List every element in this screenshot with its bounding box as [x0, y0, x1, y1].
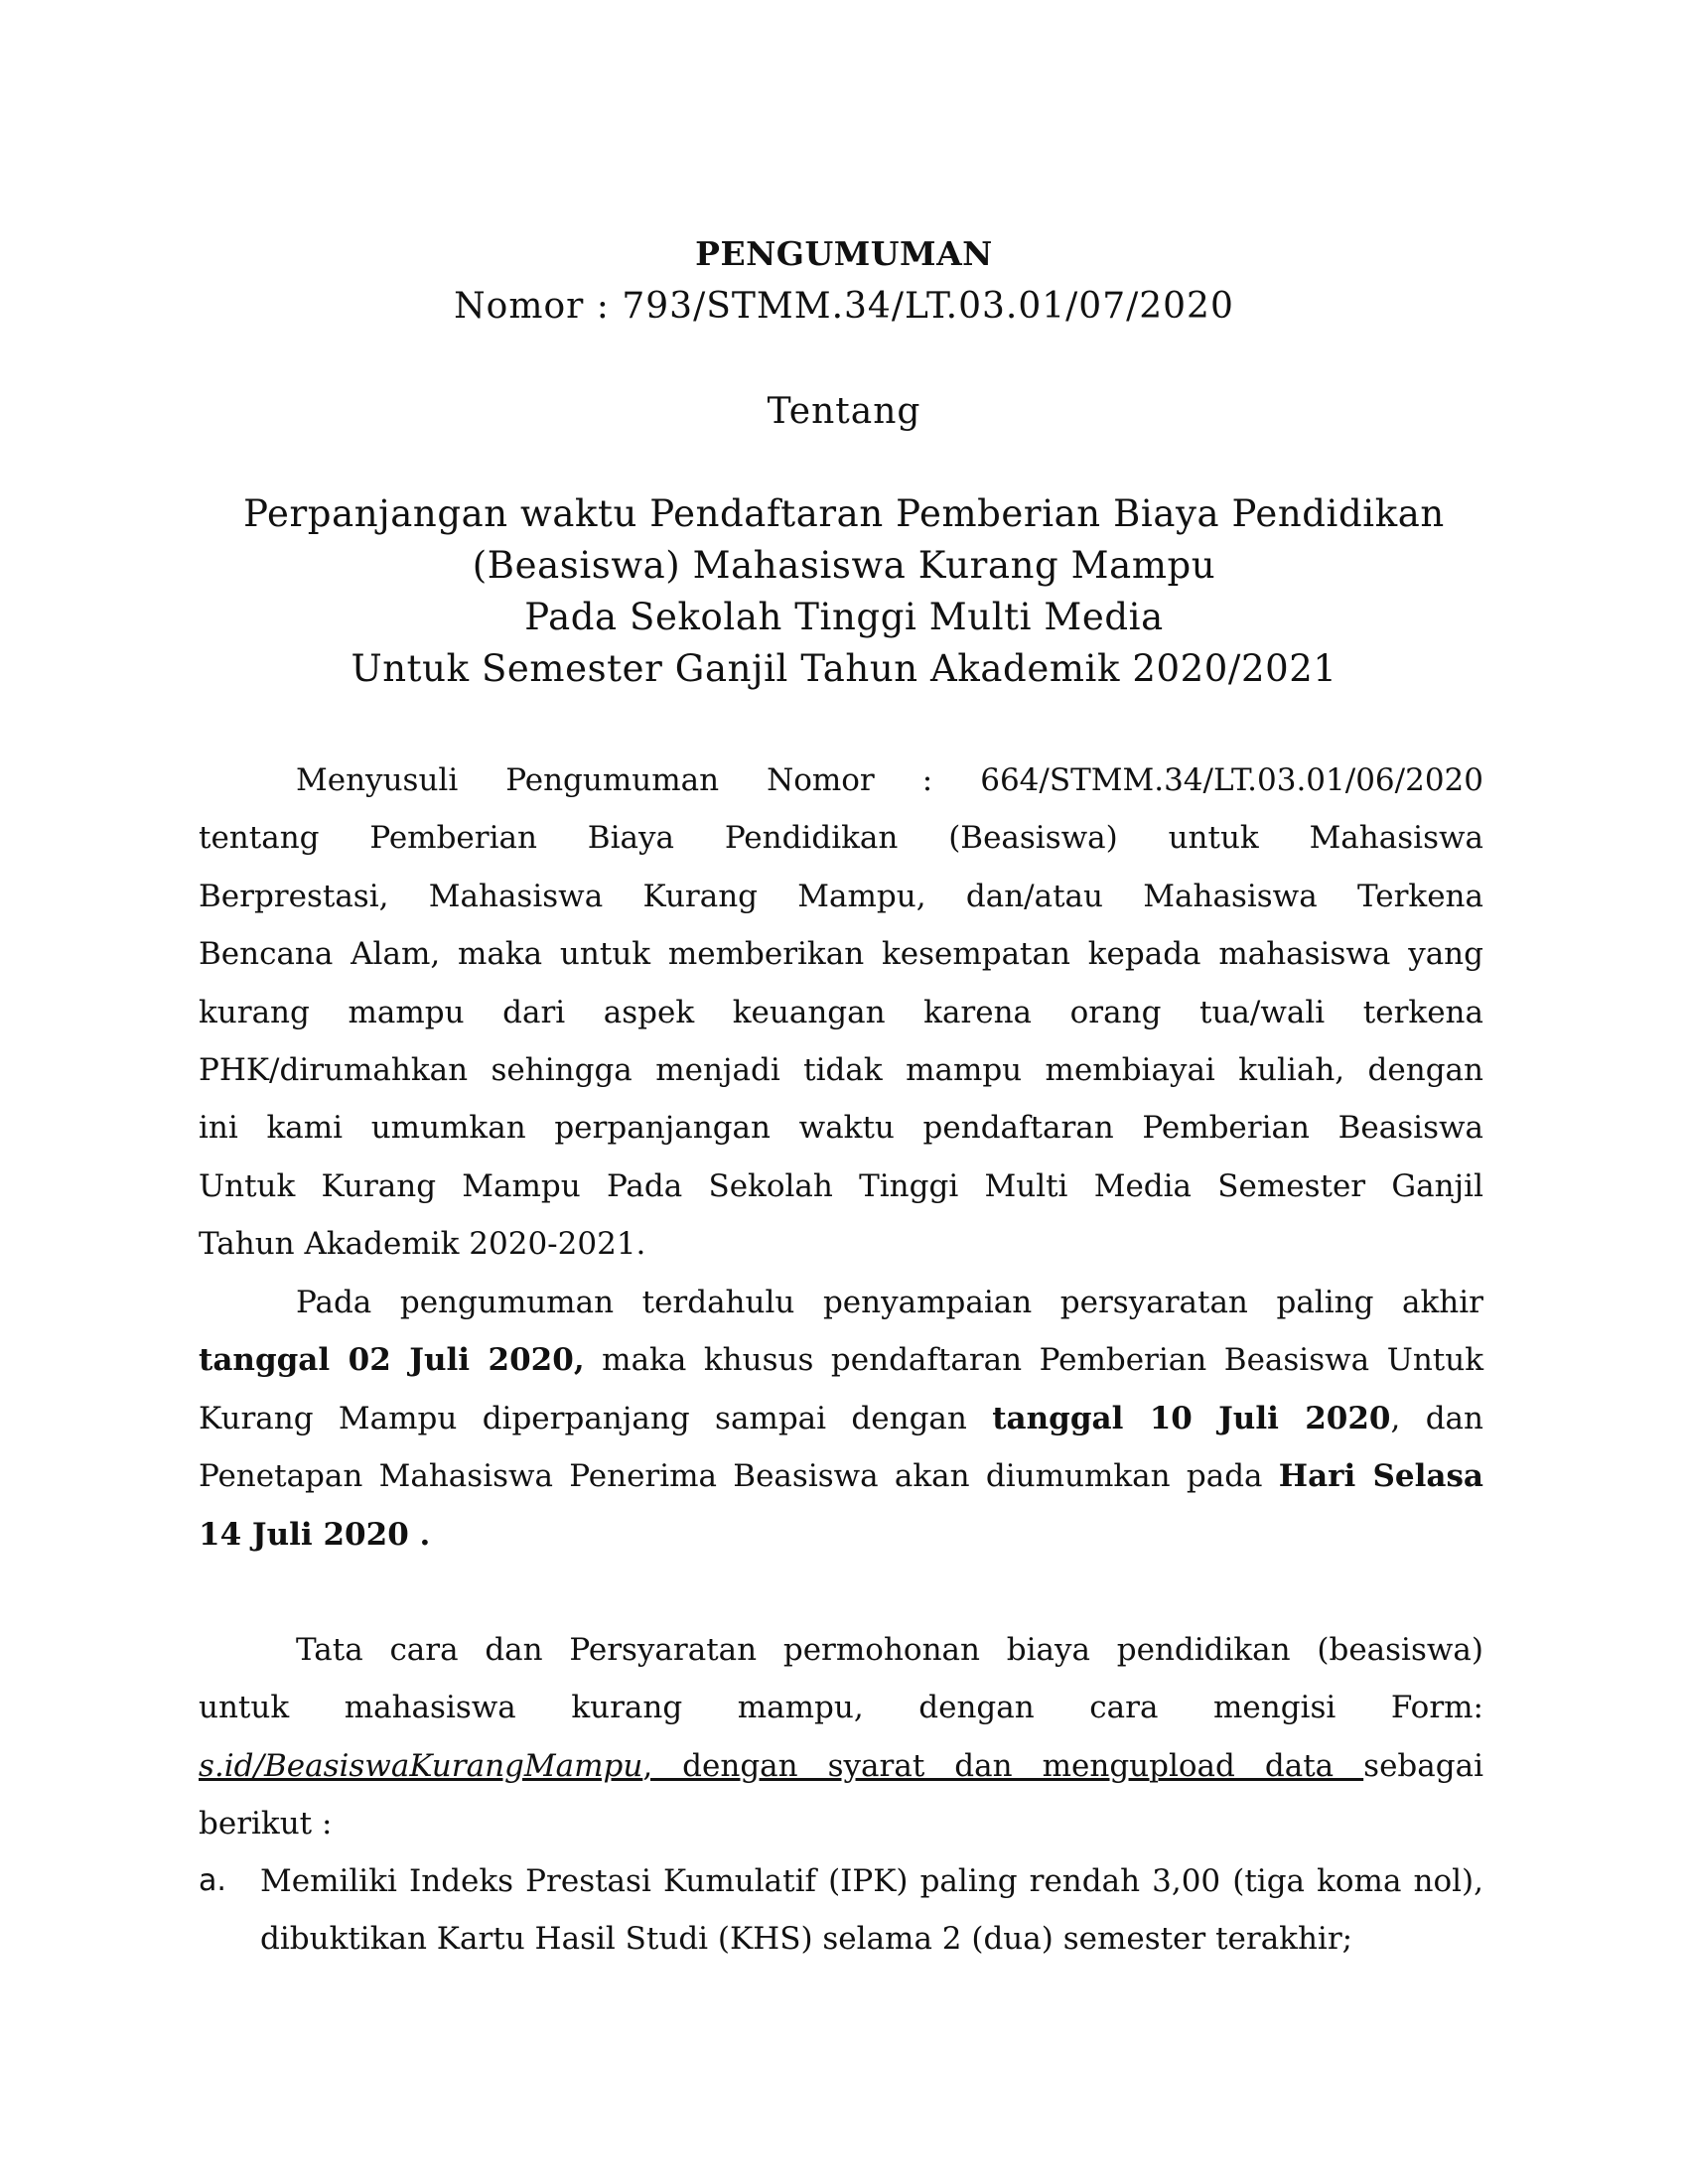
paragraph-line: tentang Pemberian Biaya Pendidikan (Beasiswa) untuk Mahasiswa	[199, 820, 1483, 857]
announcement-date: 14 Juli 2020 .	[199, 1516, 431, 1553]
subject-line: (Beasiswa) Mahasiswa Kurang Mampu	[472, 544, 1216, 587]
paragraph-line: ini kami umumkan perpanjangan waktu pendaftaran Pemberian Beasiswa	[199, 1110, 1483, 1147]
paragraph-text: , dengan syarat dan mengupload data	[642, 1747, 1364, 1784]
list-item	[199, 1852, 1483, 1969]
paragraph-line	[199, 1447, 1483, 1505]
list-item-line: dibuktikan Kartu Hasil Studi (KHS) selama 2 (dua) semester terakhir;	[260, 1921, 1353, 1958]
paragraph-line: berikut :	[199, 1806, 333, 1843]
paragraph-line: untuk mahasiswa kurang mampu, dengan cara mengisi Form:	[199, 1690, 1483, 1726]
announcement-about: Tentang	[767, 391, 921, 432]
paragraph-deadline	[199, 1274, 1483, 1564]
subject-line: Perpanjangan waktu Pendaftaran Pemberian Biaya Pendidikan	[243, 492, 1445, 535]
announcement-day: Hari Selasa	[1278, 1458, 1483, 1495]
list-item-text	[260, 1852, 1483, 1969]
announcement-subject	[0, 488, 1688, 695]
paragraph-line	[199, 1506, 1483, 1564]
subject-line: Pada Sekolah Tinggi Multi Media	[524, 596, 1164, 638]
paragraph-text: , dan	[1390, 1400, 1483, 1436]
form-link[interactable]: s.id/BeasiswaKurangMampu	[199, 1747, 643, 1784]
paragraph-text: Penetapan Mahasiswa Penerima Beasiswa akan diumumkan pada	[199, 1458, 1279, 1495]
deadline-new-date: tanggal 10 Juli 2020	[992, 1400, 1391, 1436]
paragraph-procedure	[199, 1621, 1483, 1853]
paragraph-line: kurang mampu dari aspek keuangan karena orang tua/wali terkena	[199, 994, 1483, 1030]
paragraph-line	[199, 1331, 1483, 1389]
paragraph-text: Kurang Mampu diperpanjang sampai dengan	[199, 1400, 993, 1436]
paragraph-line: Menyusuli Pengumuman Nomor : 664/STMM.34/LT.03.01/06/2020	[296, 762, 1483, 798]
paragraph-line: Untuk Kurang Mampu Pada Sekolah Tinggi Multi Media Semester Ganjil	[199, 1167, 1483, 1204]
paragraph-line	[199, 1390, 1483, 1447]
paragraph-line: PHK/dirumahkan sehingga menjadi tidak mampu membiayai kuliah, dengan	[199, 1052, 1483, 1089]
subject-line: Untuk Semester Ganjil Tahun Akademik 2020/2021	[351, 647, 1337, 690]
paragraph-extension-intro	[199, 751, 1483, 1274]
announcement-title: PENGUMUMAN	[695, 234, 993, 273]
requirements-list	[199, 1852, 1483, 1969]
paragraph-line: Tahun Akademik 2020-2021.	[199, 1226, 646, 1263]
paragraph-line: Tata cara dan Persyaratan permohonan biaya pendidikan (beasiswa)	[296, 1632, 1483, 1668]
paragraph-text: maka khusus pendaftaran Pemberian Beasiswa Untuk	[584, 1342, 1483, 1379]
list-item-line: Memiliki Indeks Prestasi Kumulatif (IPK) paling rendah 3,00 (tiga koma nol),	[260, 1863, 1483, 1899]
paragraph-line	[199, 1737, 1483, 1795]
paragraph-text: sebagai	[1363, 1747, 1483, 1784]
deadline-old-date: tanggal 02 Juli 2020,	[199, 1342, 585, 1379]
announcement-number: Nomor : 793/STMM.34/LT.03.01/07/2020	[454, 286, 1234, 327]
paragraph-line: Bencana Alam, maka untuk memberikan kesempatan kepada mahasiswa yang	[199, 936, 1483, 973]
paragraph-line: Pada pengumuman terdahulu penyampaian persyaratan paling akhir	[296, 1285, 1483, 1320]
list-marker: a.	[199, 1863, 226, 1898]
paragraph-line: Berprestasi, Mahasiswa Kurang Mampu, dan/atau Mahasiswa Terkena	[199, 878, 1483, 914]
